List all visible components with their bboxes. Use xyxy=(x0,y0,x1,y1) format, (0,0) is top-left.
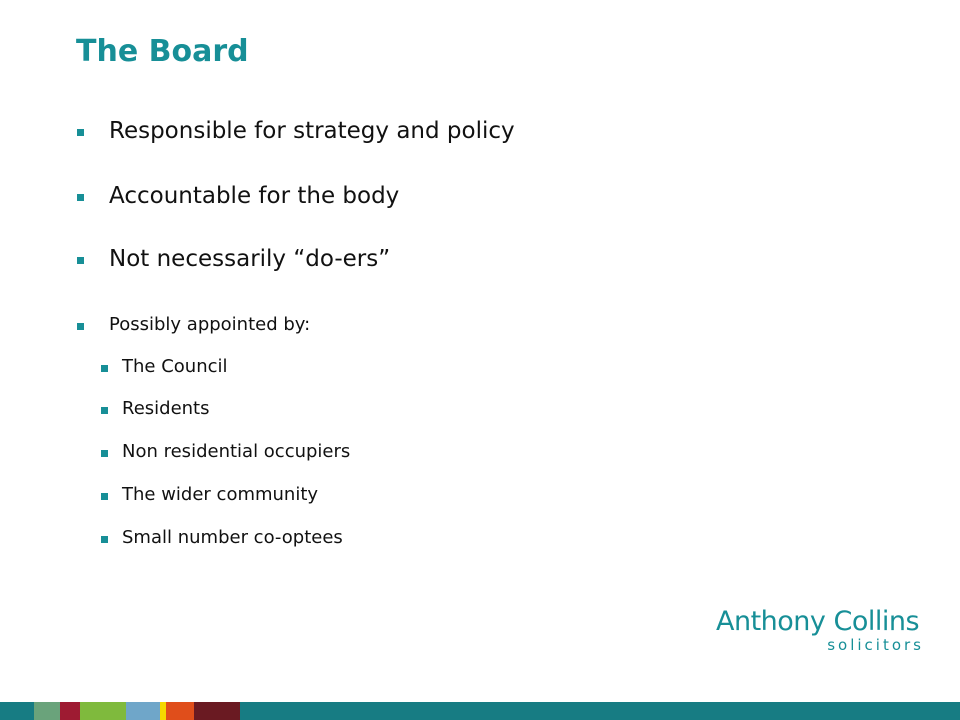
bullet-square-icon xyxy=(77,129,84,136)
company-logo xyxy=(716,606,930,654)
sub-bullet-text: Residents xyxy=(122,398,210,419)
sub-bullet-text: Non residential occupiers xyxy=(122,441,351,462)
bullet-text: Possibly appointed by: xyxy=(109,314,311,335)
bullet-square-icon xyxy=(101,407,108,414)
footer-color-bar xyxy=(0,702,960,720)
bullet-text: Accountable for the body xyxy=(109,183,400,209)
bullet-square-icon xyxy=(77,257,84,264)
bullet-square-icon xyxy=(101,536,108,543)
bullet-square-icon xyxy=(101,493,108,500)
bullet-text: Responsible for strategy and policy xyxy=(109,118,515,144)
footer-segment xyxy=(166,702,194,720)
footer-segment xyxy=(0,702,34,720)
logo-subtitle: solicitors xyxy=(827,636,924,654)
footer-segment xyxy=(126,702,160,720)
slide-title: The Board xyxy=(76,34,249,69)
bullet-square-icon xyxy=(77,323,84,330)
sub-bullet-text: The wider community xyxy=(122,484,319,505)
footer-segment xyxy=(240,702,960,720)
footer-segment xyxy=(34,702,60,720)
bullet-square-icon xyxy=(77,194,84,201)
sub-bullet-text: Small number co-optees xyxy=(122,527,343,548)
bullet-square-icon xyxy=(101,450,108,457)
footer-segment xyxy=(80,702,126,720)
footer-segment xyxy=(194,702,240,720)
bullet-square-icon xyxy=(101,365,108,372)
sub-bullet-text: The Council xyxy=(122,356,228,377)
footer-segment xyxy=(60,702,80,720)
bullet-text: Not necessarily “do-ers” xyxy=(109,246,391,272)
logo-name: Anthony Collins xyxy=(716,606,920,637)
